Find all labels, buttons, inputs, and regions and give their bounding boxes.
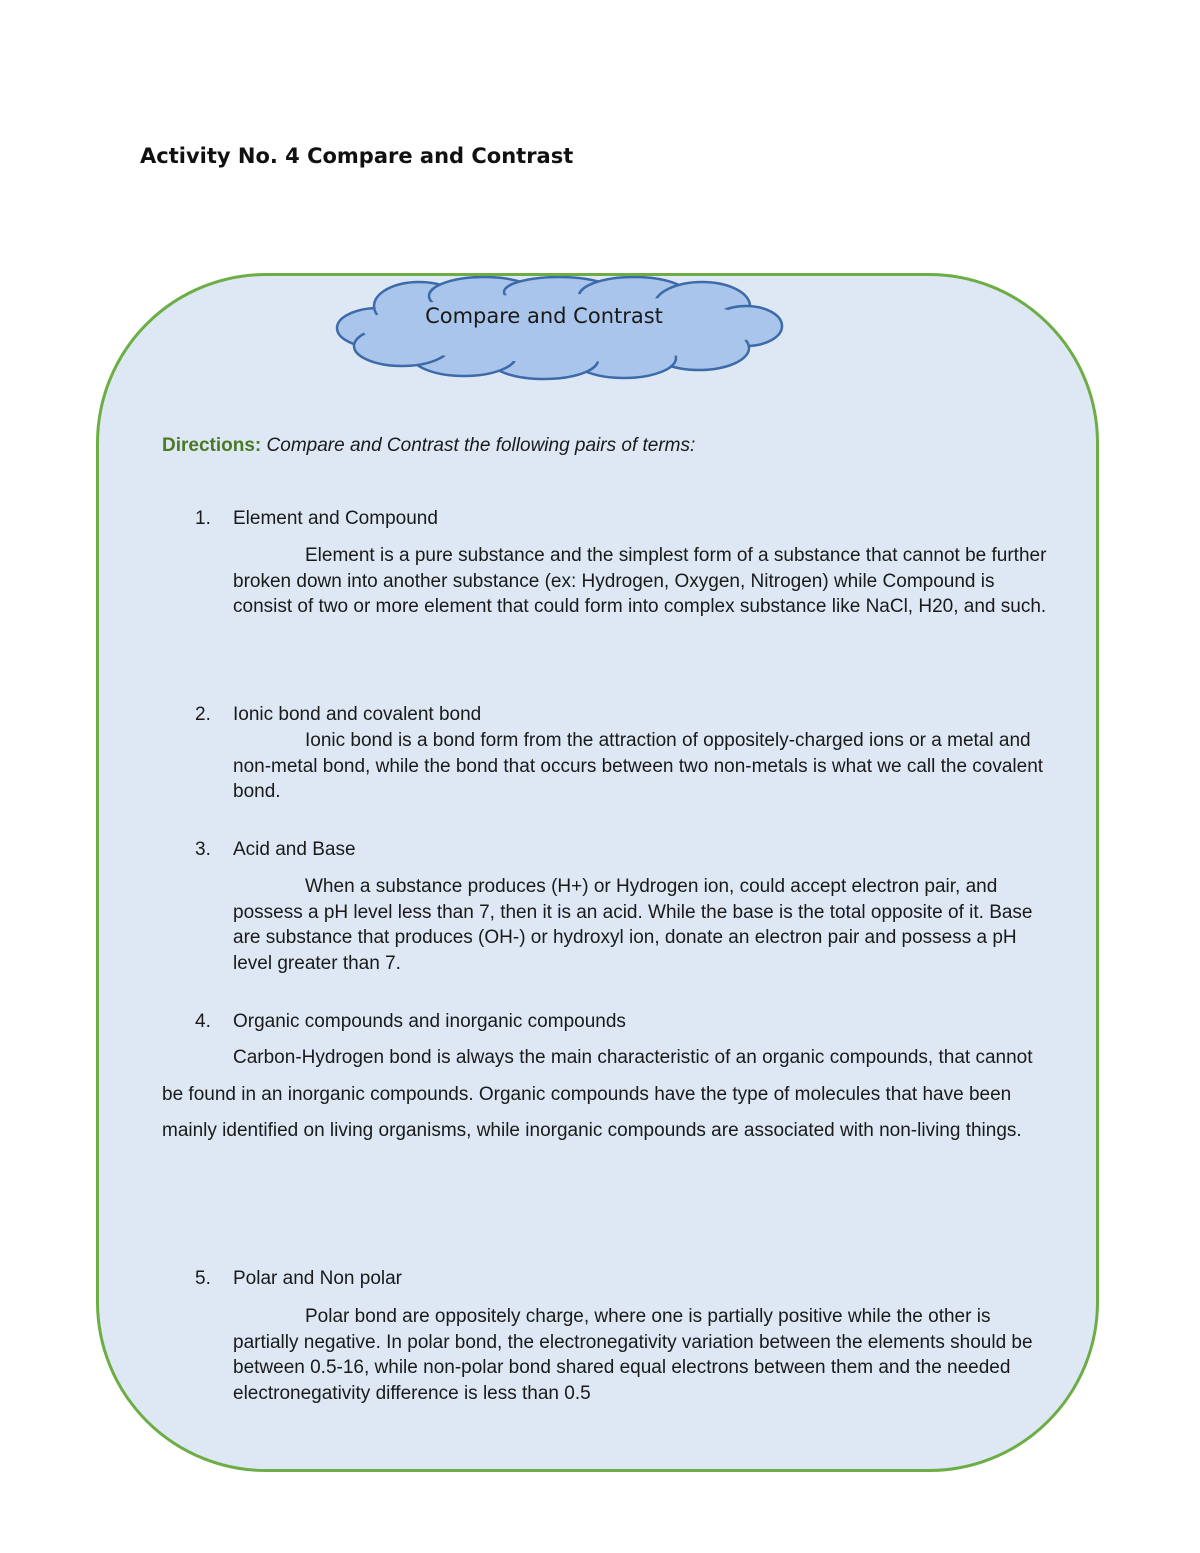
item-term: Polar and Non polar <box>233 1268 402 1289</box>
item-term: Ionic bond and covalent bond <box>233 704 482 725</box>
item-answer: When a substance produces (H+) or Hydrogen ion, could accept electron pair, and possess a pH level less than 7, then it is an acid. While the base is the total opposite of it. Base are substance that produces (OH-) or hydroxyl ion, donate an electron pair and possess a pH level greater than 7. <box>233 876 1033 974</box>
activity-title: Activity No. 4 Compare and Contrast <box>140 144 574 168</box>
item-number: 5. <box>195 1268 211 1289</box>
item-number: 4. <box>195 1011 211 1032</box>
cloud-label: Compare and Contrast <box>425 304 663 328</box>
item-answer: Carbon-Hydrogen bond is always the main characteristic of an organic compounds, that cannot be found in an inorganic compounds. Organic compounds have the type of molecules that have been mainly identified on living organisms, while inorganic compounds are associated with non-living things. <box>162 1047 1033 1141</box>
item-answer: Ionic bond is a bond form from the attraction of oppositely-charged ions or a metal and non-metal bond, while the bond that occurs between two non-metals is what we call the covalent bond. <box>233 730 1044 802</box>
item-number: 2. <box>195 704 211 725</box>
item-number: 1. <box>195 508 211 529</box>
item-term: Organic compounds and inorganic compounds <box>233 1011 626 1032</box>
item-term: Element and Compound <box>233 508 438 529</box>
item-answer: Element is a pure substance and the simplest form of a substance that cannot be further broken down into another substance (ex: Hydrogen, Oxygen, Nitrogen) while Compound is consist of two or more element that could form into complex substance like NaCl, H20, and such. <box>233 545 1047 617</box>
cloud-shape <box>334 276 786 382</box>
directions-text: Compare and Contrast the following pairs of terms: <box>266 435 696 456</box>
directions-label: Directions: <box>162 435 262 456</box>
item-answer: Polar bond are oppositely charge, where one is partially positive while the other is partially negative. In polar bond, the electronegativity variation between the elements should be between 0.5-16, while non-polar bond shared equal electrons between them and the needed electronegativity difference is less than 0.5 <box>233 1306 1033 1404</box>
directions <box>162 435 695 457</box>
item-term: Acid and Base <box>233 839 356 860</box>
item-number: 3. <box>195 839 211 860</box>
